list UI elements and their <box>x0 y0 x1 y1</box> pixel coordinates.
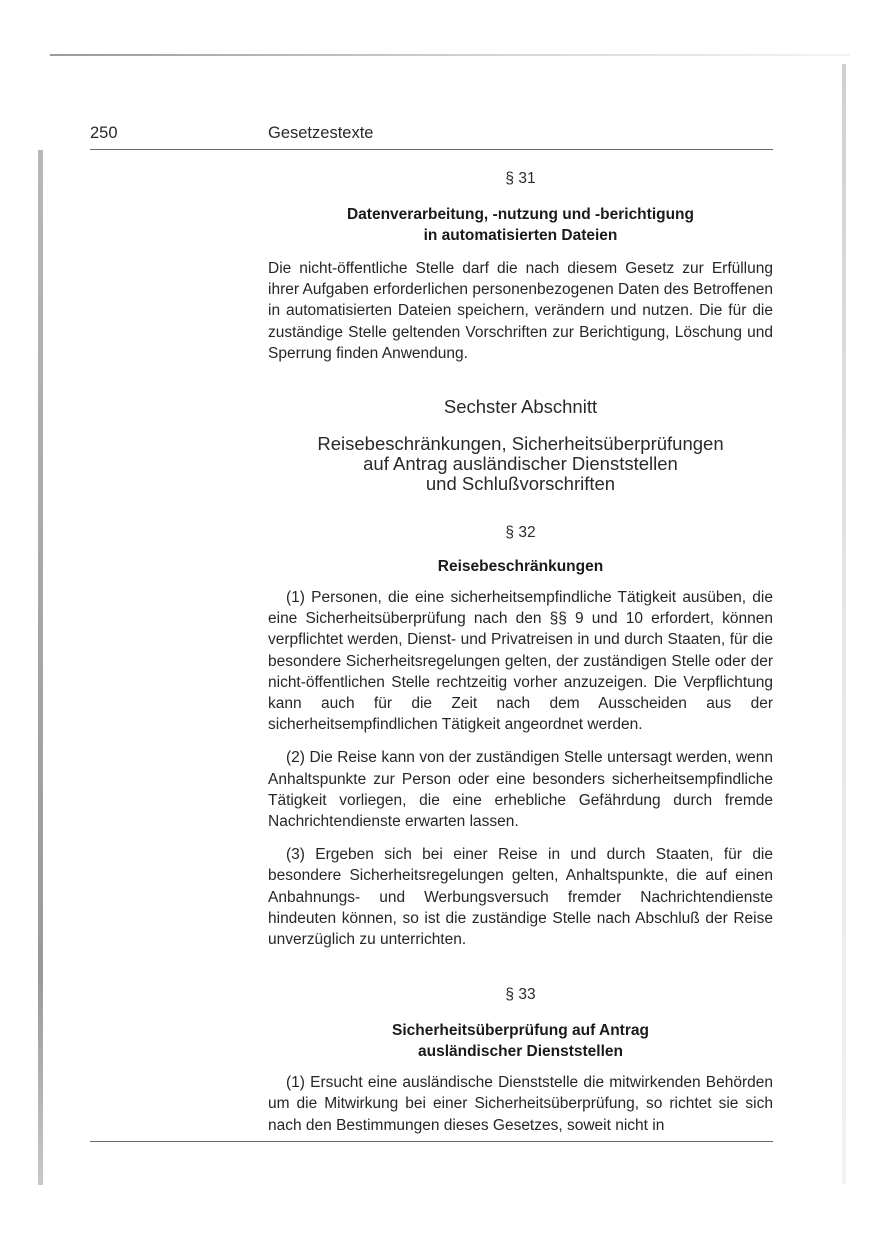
scan-shadow-top <box>50 54 850 56</box>
running-head-title: Gesetzestexte <box>268 124 374 142</box>
scan-edge-right <box>842 64 846 1184</box>
section-33-paragraph-1: (1) Ersucht eine ausländische Dienststelle die mitwirkenden Behörden um die Mitwirkung bei einer Sicherheitsüberprüfung, so richtet sie sich nach den Bestimmungen dieses Gesetzes, soweit nicht in <box>268 1074 773 1134</box>
part-title-line-1: Reisebeschränkungen, Sicherheitsüberprüfungen <box>317 433 724 455</box>
section-32-paragraph-1: (1) Personen, die eine sicherheitsempfindliche Tätigkeit ausüben, die eine Sicherheitsüberprüfung nach den §§ 9 und 10 erfordert, können verpflichtet werden, Dienst- und Privatreisen in und durch Staaten, für die besondere Sicherheitsregelungen gelten, der zuständigen Stelle oder der nicht-öffentlichen Stelle rechtzeitig vorher anzuzeigen. Die Verpflichtung kann auch für die Zeit nach dem Ausscheiden aus der sicherheitsempfindlichen Tätigkeit angeordnet werden. <box>268 589 773 734</box>
part-title-line-3: und Schlußvorschriften <box>425 473 616 495</box>
scan-edge-left <box>38 150 43 1185</box>
text-column <box>268 168 773 1136</box>
section-31-text: Die nicht-öffentliche Stelle darf die nach diesem Gesetz zur Erfüllung ihrer Aufgaben erforderlichen personenbezogenen Daten des Betroffenen in automatisierten Dateien speichern, verändern und nutzen. Die für die zuständige Stelle geltenden Vorschriften zur Berichtigung, Löschung und Sperrung finden Anwendung. <box>268 260 773 362</box>
section-33-title-line-2: ausländischer Dienststellen <box>417 1043 624 1061</box>
part-heading: Sechster Abschnitt <box>443 396 598 418</box>
section-33-title <box>268 1020 773 1062</box>
section-33-title-line-1: Sicherheitsüberprüfung auf Antrag <box>392 1022 649 1040</box>
section-32-number: § 32 <box>505 524 536 542</box>
section-32-paragraph-3: (3) Ergeben sich bei einer Reise in und durch Staaten, für die besondere Sicherheitsregelungen gelten, Anhaltspunkte, die auf einen Anbahnungs- und Werbungsversuch fremder Nachrichtendienste hindeuten können, so ist die zuständige Stelle nach Abschluß der Reise unverzüglich zu unterrichten. <box>268 846 773 949</box>
header-rule <box>90 149 773 150</box>
footer-rule <box>90 1141 773 1142</box>
section-33-number: § 33 <box>505 986 536 1004</box>
part-title-line-2: auf Antrag ausländischer Dienststellen <box>363 453 678 475</box>
section-32-paragraph-2: (2) Die Reise kann von der zuständigen Stelle untersagt werden, wenn Anhaltspunkte zur Person oder eine besonders sicherheitsempfindliche Tätigkeit vorliegen, die eine erhebliche Gefährdung durch fremde Nachrichtendienste erwarten lassen. <box>268 749 773 831</box>
page-number: 250 <box>90 124 118 142</box>
section-31-number: § 31 <box>505 170 536 187</box>
running-head <box>0 124 887 148</box>
section-32-title: Reisebeschränkungen <box>437 558 604 576</box>
section-31-title-line-1: Datenverarbeitung, -nutzung und -berichtigung <box>346 206 694 223</box>
part-title <box>268 434 773 494</box>
section-31-title-line-2: in automatisierten Dateien <box>423 227 618 244</box>
section-31-title <box>268 204 773 246</box>
